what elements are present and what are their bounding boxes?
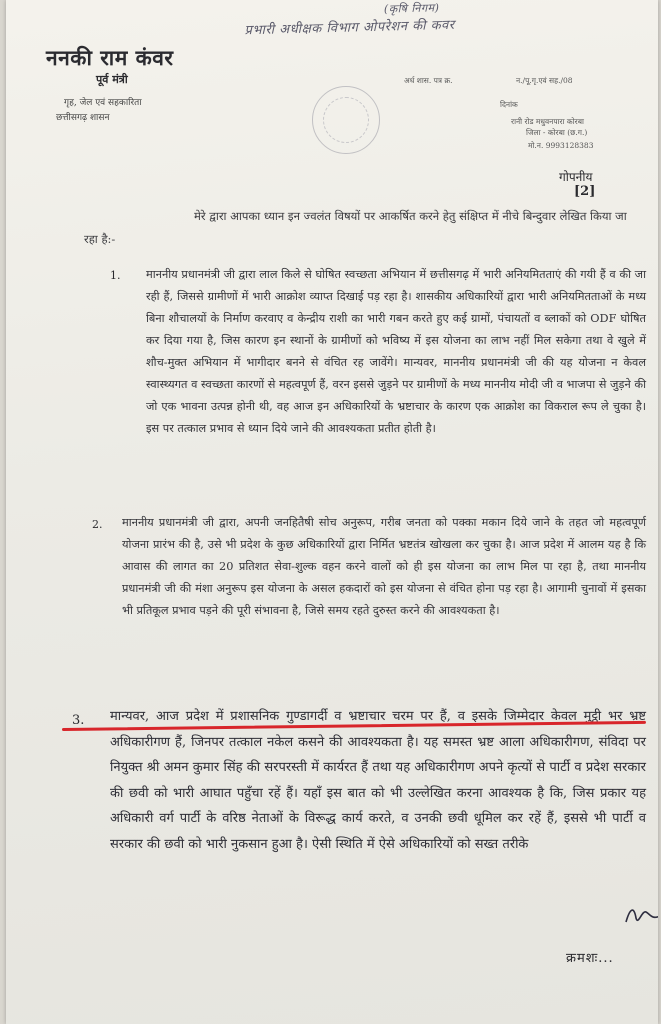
- confidential-label: गोपनीय: [559, 170, 593, 184]
- paragraph-text: माननीय प्रधानमंत्री जी द्वारा, अपनी जनहितैषी सोच अनुरूप, गरीब जनता को पक्का मकान दिये जाने के तहत जो महत्वपूर्ण योजना प्रारंभ की है, उसे भी प्रदेश के कुछ अधिकारियों द्वारा निर्मित भ्रष्टतंत्र खोखला कर चुका है। आज प्रदेश में आलम यह है कि आवास की लागत का 20 प्रतिशत सेवा-शुल्क वहन करने वालों को ही इस योजना का लाभ मिल पा रहा है, तथा माननीय प्रधानमंत्री जी की मंशा अनुरूप इस योजना के असल हकदारों को इस योजना से वंचित होना पड़ रहा है। आगामी चुनावों में इसका भी प्रतिकूल प्रभाव पड़ने की पूरी संभावना है, जिसे समय रहते दुरुस्त करने की आवश्यकता है।: [122, 516, 646, 617]
- address-line1: रानी रोड मधुवनपारा कोरबा: [511, 117, 584, 126]
- handwritten-note-line1: (कृषि निगम): [383, 1, 440, 16]
- paragraph-number: 2.: [92, 518, 103, 531]
- date-label: दिनांक: [500, 100, 518, 109]
- sender-state: छत्तीसगढ़ शासन: [56, 113, 110, 123]
- signature-mark: [622, 900, 658, 930]
- paragraph-number: 3.: [72, 713, 85, 728]
- ref-label: अर्ध शास. पत्र क्र.: [404, 76, 453, 85]
- paragraph-text: मान्यवर, आज प्रदेश में प्रशासनिक गुण्डागर्दी व भ्रष्टाचार चरम पर हैं, व इसके जिम्मेदार केवल मुट्ठी भर भ्रष्ट अधिकारीगण हैं, जिनपर तत्काल नकेल कसने की आवश्यकता है। यह समस्त भ्रष्ट आला अधिकारीगण, संविदा पर नियुक्त श्री अमन कुमार सिंह की सरपरस्ती में कार्यरत हैं तथा यह अधिकारीगण अपने कृत्यों से पार्टी व प्रदेश सरकार की छवी को भारी आघात पहुँचा रहें हैं। यहाँ इस बात को भी उल्लेखित करना आवश्यक है कि, जिस प्रकार यह अधिकारी वर्ग पार्टी के वरिष्ठ नेताओं के विरूद्ध कार्य करते, व उनकी छवी धूमिल कर रहें हैं, इससे भी पार्टी व सरकार की छवी को भारी नुकसान हुआ है। ऐसी स्थिति में ऐसे अधिकारियों को सख्त तरीके: [110, 709, 646, 852]
- address-line2: जिला - कोरबा (छ.ग.): [526, 128, 588, 137]
- intro-text: मेरे द्वारा आपका ध्यान इन ज्वलंत विषयों पर आकर्षित करने हेतु संक्षिप्त में नीचे बिन्दुवार लेखित किया जा रहा है:-: [84, 209, 627, 246]
- handwritten-note: [244, 1, 574, 39]
- sender-title: पूर्व मंत्री: [96, 73, 128, 86]
- page-number: [2]: [574, 184, 596, 199]
- continued-label: क्रमशः...: [566, 951, 614, 966]
- phone-number: मो.न. 9993128383: [528, 141, 594, 150]
- government-seal-emblem: [312, 86, 380, 154]
- sender-department: गृह, जेल एवं सहकारिता: [64, 98, 142, 108]
- paragraph-text: माननीय प्रधानमंत्री जी द्वारा लाल किले से घोषित स्वच्छता अभियान में छत्तीसगढ़ में भारी अनियमितताएं की गयी हैं व की जा रही हैं, जिससे ग्रामीणों में भारी आक्रोश व्याप्त दिखाई पड़ रहा है। शासकीय अधिकारियों द्वारा भारी अनियमितताओं के मध्य बिना शौचालयों के निर्माण करवाए व केन्द्रीय राशी का भारी गबन करते हुए कई ग्रामों, पंचायतों व ब्लाकों को ODF घोषित कर दिया गया है, जिस कारण इन स्थानों के ग्रामीणों को भविष्य में इस योजना का लाभ नहीं मिल सकेगा तथा वे खुले में शौच-मुक्त अभियान में भागीदार बनने से वंचित रह जावेंगे। मान्यवर, माननीय प्रधानमंत्री जी की यह योजना न केवल स्वास्थ्यगत व स्वच्छता कारणों से महत्वपूर्ण हैं, वरन इससे जुड़ने पर ग्रामीणों के मध्य माननीय मोदी जी व भाजपा से जुड़ने की जो एक भावना उत्पन्न होनी थी, वह आज इन अधिकारियों के भ्रष्टाचार के कारण एक आक्रोश का विकराल रूप ले चुका है। इस पर तत्काल प्रभाव से ध्यान दिये जाने की आवश्यकता प्रतीत होती है।: [146, 268, 646, 435]
- ref-number: न./पू.गृ.एवं सह./08: [516, 76, 573, 85]
- sender-name: ननकी राम कंवर: [46, 45, 174, 70]
- letter-page: [6, 0, 658, 1024]
- handwritten-note-line2: प्रभारी अधीक्षक विभाग ओपरेशन की कवर: [244, 17, 455, 39]
- paragraph-number: 1.: [110, 269, 121, 282]
